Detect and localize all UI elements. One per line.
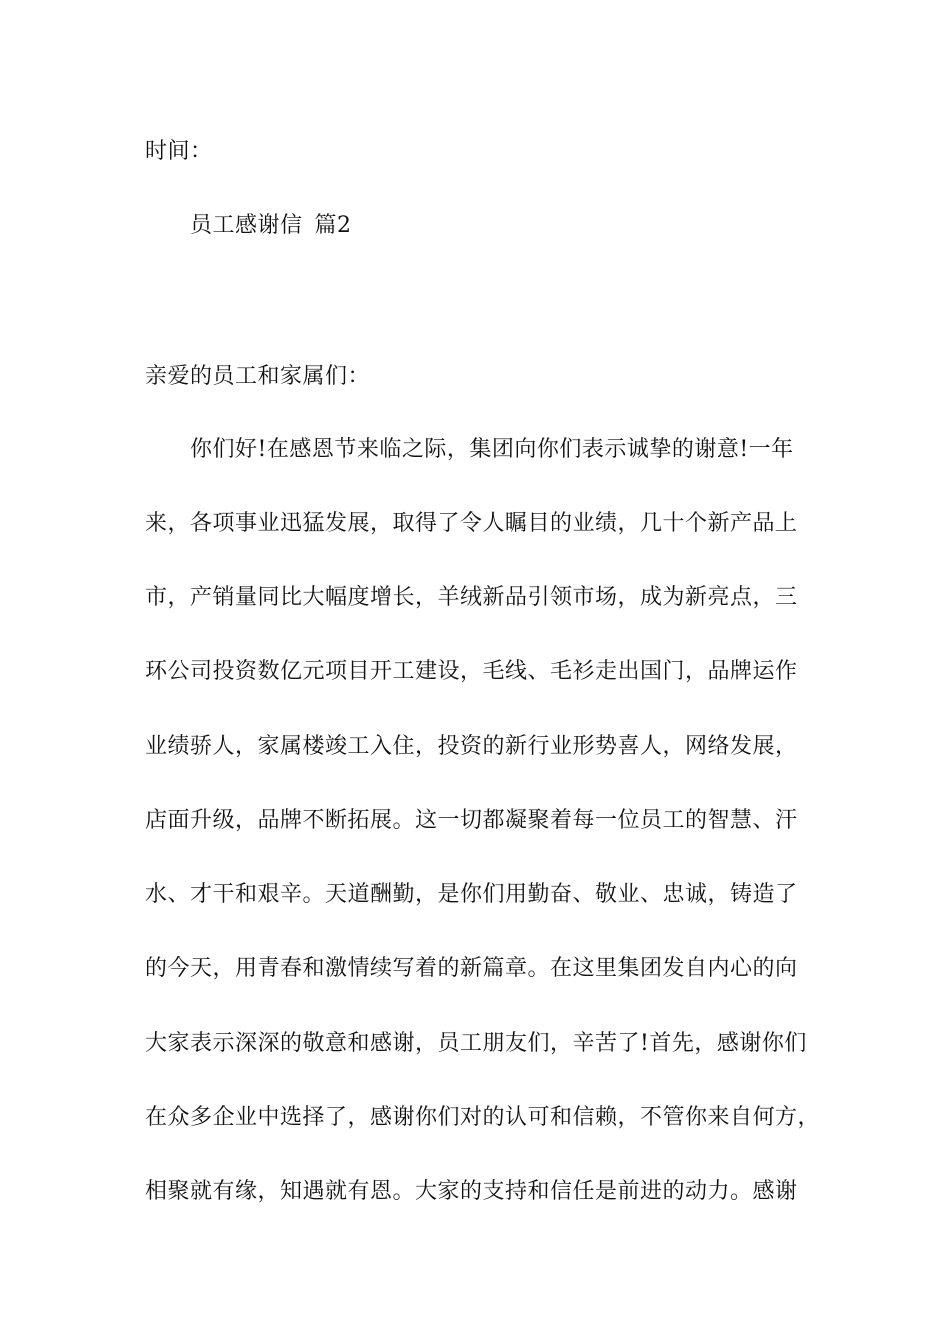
time-label: 时间： [145,139,213,164]
body-line: 在众多企业中选择了，感谢你们对的认可和信赖，不管你来自何方， [145,1105,821,1130]
body-line: 相聚就有缘，知遇就有恩。大家的支持和信任是前进的动力。感谢 [145,1179,798,1204]
body-line: 来，各项事业迅猛发展，取得了令人瞩目的业绩，几十个新产品上 [145,511,798,536]
section-number: 篇2 [314,213,352,238]
salutation: 亲爱的员工和家属们： [145,364,371,389]
body-line: 你们好!在感恩节来临之际，集团向你们表示诚挚的谢意!一年 [190,437,794,462]
body-line: 水、才干和艰辛。天道酬勤，是你们用勤奋、敬业、忠诚，铸造了 [145,882,798,907]
body-line: 市，产销量同比大幅度增长，羊绒新品引领市场，成为新亮点，三 [145,585,798,610]
section-title: 员工感谢信 [190,213,303,238]
body-line: 大家表示深深的敬意和感谢，员工朋友们，辛苦了!首先，感谢你们 [145,1031,807,1056]
body-line: 环公司投资数亿元项目开工建设，毛线、毛衫走出国门，品牌运作 [145,659,798,684]
body-line: 业绩骄人，家属楼竣工入住，投资的新行业形势喜人，网络发展， [145,734,798,759]
section-heading [190,211,352,241]
body-line: 的今天，用青春和激情续写着的新篇章。在这里集团发自内心的向 [145,956,798,981]
body-line: 店面升级，品牌不断拓展。这一切都凝聚着每一位员工的智慧、汗 [145,808,798,833]
